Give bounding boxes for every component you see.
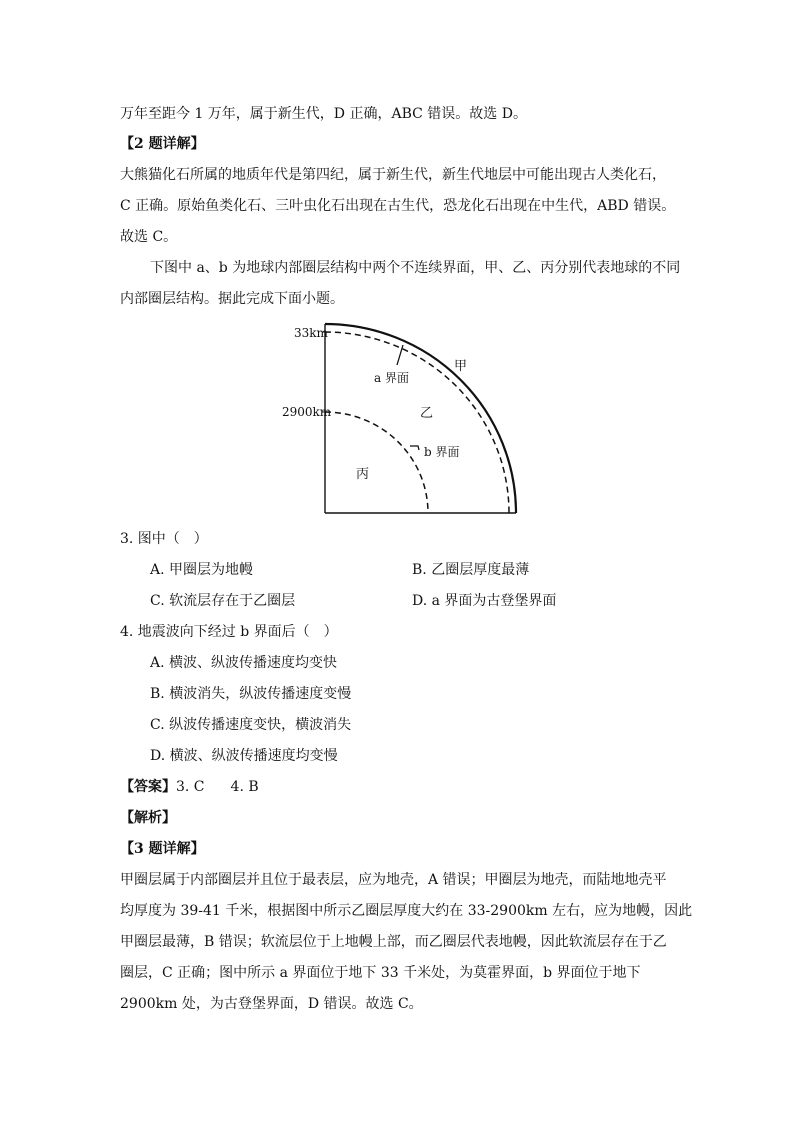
q4-option-d: D. 横波、纵波传播速度均变慢 — [150, 748, 338, 764]
text-line: C 正确。原始鱼类化石、三叶虫化石出现在古生代，恐龙化石出现在中生代，ABD 错误。 — [120, 198, 676, 214]
q3-option-b: B. 乙圈层厚度最薄 — [412, 562, 530, 578]
label-33km: 33km — [294, 326, 328, 340]
a-leader-line — [397, 345, 403, 365]
answer-line — [120, 777, 259, 797]
label-jia: 甲 — [454, 359, 468, 374]
text-line: 故选 C。 — [120, 229, 178, 245]
section-heading: 【2 题详解】 — [120, 136, 205, 152]
detail-3-line: 2900km 处，为古登堡界面，D 错误。故选 C。 — [120, 996, 423, 1012]
intro-line: 内部圈层结构。据此完成下面小题。 — [120, 291, 344, 307]
label-2900km: 2900km — [282, 405, 332, 419]
q3-option-a: A. 甲圈层为地幔 — [150, 562, 254, 578]
label-yi: 乙 — [420, 406, 434, 421]
question-3-stem: 3. 图中（ ） — [120, 531, 208, 547]
a-interface-line — [325, 332, 509, 513]
label-bing: 丙 — [356, 467, 370, 482]
b-interface-line — [325, 412, 428, 513]
detail-3-heading: 【3 题详解】 — [120, 841, 205, 857]
answer-3: 3. C — [176, 779, 205, 795]
b-leader-line — [410, 446, 419, 450]
label-b-interface: b 界面 — [424, 445, 460, 459]
q4-option-b: B. 横波消失，纵波传播速度变慢 — [150, 686, 352, 702]
answer-label: 【答案】 — [120, 779, 176, 795]
q4-option-c: C. 纵波传播速度变快，横波消失 — [150, 717, 352, 733]
text-line: 万年至距今 1 万年，属于新生代，D 正确，ABC 错误。故选 D。 — [120, 106, 527, 122]
q3-option-c: C. 软流层存在于乙圈层 — [150, 593, 296, 609]
detail-3-line: 圈层，C 正确；图中所示 a 界面位于地下 33 千米处，为莫霍界面，b 界面位于地下 — [120, 965, 641, 981]
intro-line: 下图中 a、b 为地球内部圈层结构中两个不连续界面，甲、乙、丙分别代表地球的不同 — [150, 260, 681, 276]
text-line: 大熊猫化石所属的地质年代是第四纪，属于新生代，新生代地层中可能出现古人类化石， — [120, 167, 666, 183]
label-a-interface: a 界面 — [374, 371, 409, 385]
detail-3-line: 甲圈层最薄，B 错误；软流层位于上地幔上部，而乙圈层代表地幔，因此软流层存在于乙 — [120, 934, 667, 950]
q4-option-a: A. 横波、纵波传播速度均变快 — [150, 655, 338, 671]
detail-3-line: 甲圈层属于内部圈层并且位于最表层，应为地壳，A 错误；甲圈层为地壳，而陆地地壳平 — [120, 872, 667, 888]
analysis-heading: 【解析】 — [120, 810, 176, 826]
question-4-stem: 4. 地震波向下经过 b 界面后（ ） — [120, 624, 338, 640]
earth-layers-diagram — [270, 318, 530, 518]
detail-3-line: 均厚度为 39-41 千米，根据图中所示乙圈层厚度大约在 33-2900km 左右，应为地幔，因此 — [120, 903, 693, 919]
q3-option-d: D. a 界面为古登堡界面 — [412, 593, 557, 609]
answer-4: 4. B — [230, 779, 259, 795]
